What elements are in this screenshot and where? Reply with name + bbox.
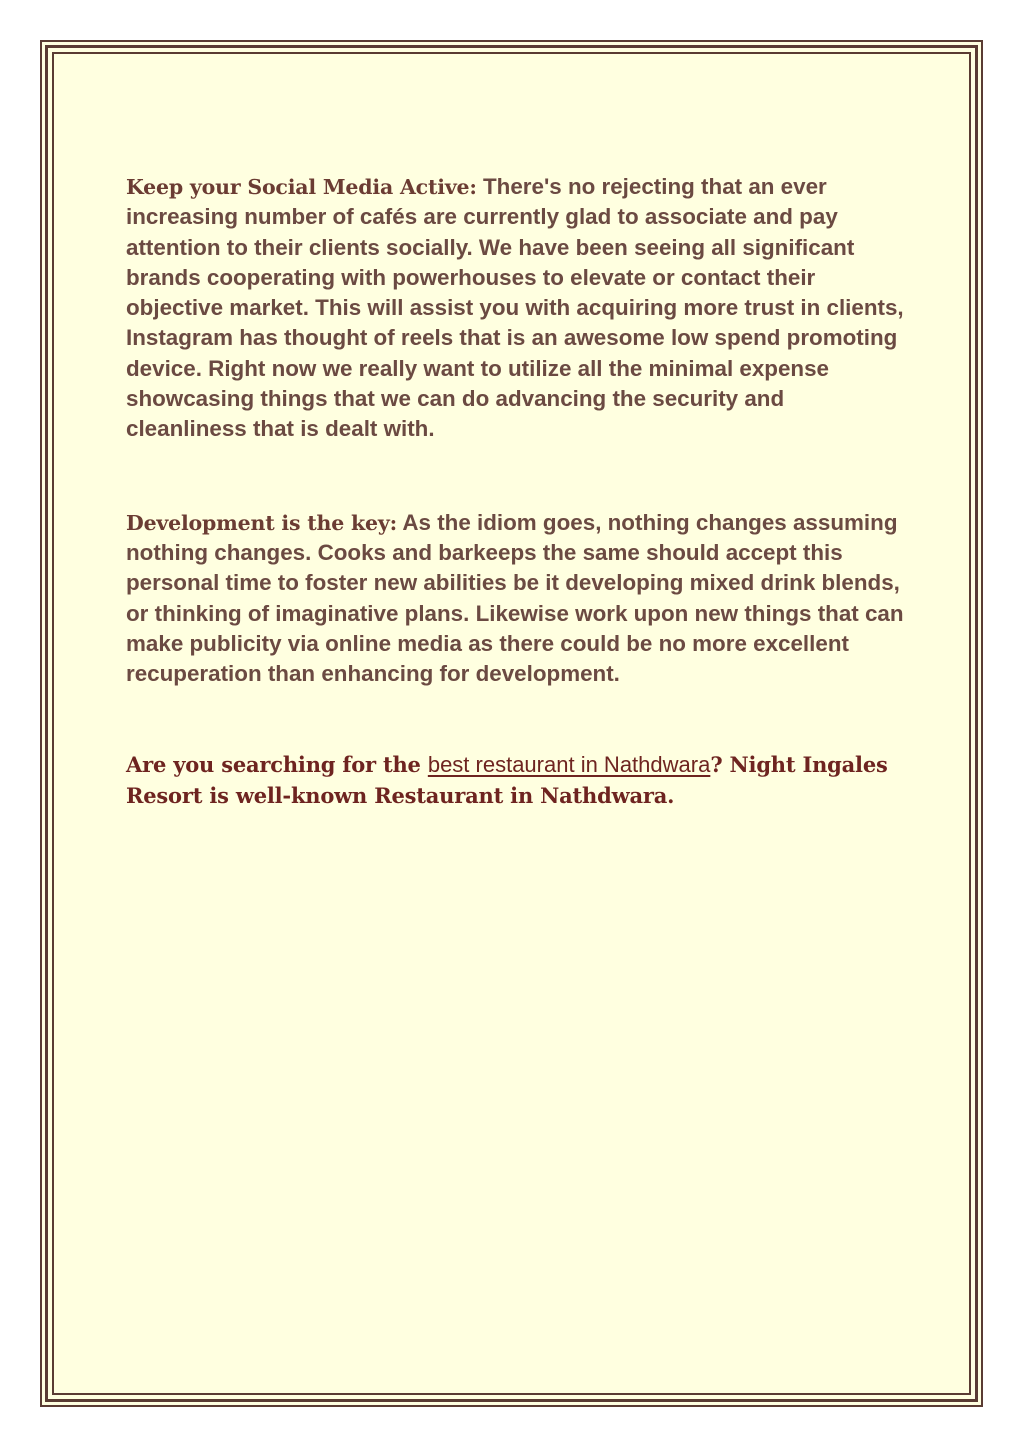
section-body-development: As the idiom goes, nothing changes assuming nothing changes. Cooks and barkeeps the same should accept this personal time to foster new abilities be it developing mixed drink blends, or thinking of imaginative plans. Likewise work upon new things that can make publicity via online media as there could be no more excellent recuperation than enhancing for development. (126, 509, 904, 687)
section-heading-development: Development is the key: (126, 510, 397, 535)
best-restaurant-link[interactable]: best restaurant in Nathdwara (427, 752, 711, 778)
section-body-social-media: There's no rejecting that an ever increasing number of cafés are currently glad to associate and pay attention to their clients socially. We have been seeing all significant brands cooperating with powerhouses to elevate or contact their objective market. This will assist you with acquiring more trust in clients, Instagram has thought of reels that is an awesome low spend promoting device. Right now we really want to utilize all the minimal expense showcasing things that we can do advancing the security and cleanliness that is dealt with. (126, 174, 904, 442)
document-page (40, 40, 983, 1407)
cta-prefix: Are you searching for the (126, 752, 428, 778)
paragraph-development (126, 508, 906, 690)
paragraph-social-media (126, 172, 906, 445)
document-content (126, 172, 906, 811)
call-to-action (126, 750, 906, 811)
cta-suffix: ? Night Ingales Resort is well-known Restaurant in Nathdwara. (126, 752, 888, 808)
section-heading-social-media: Keep your Social Media Active: (126, 175, 477, 199)
